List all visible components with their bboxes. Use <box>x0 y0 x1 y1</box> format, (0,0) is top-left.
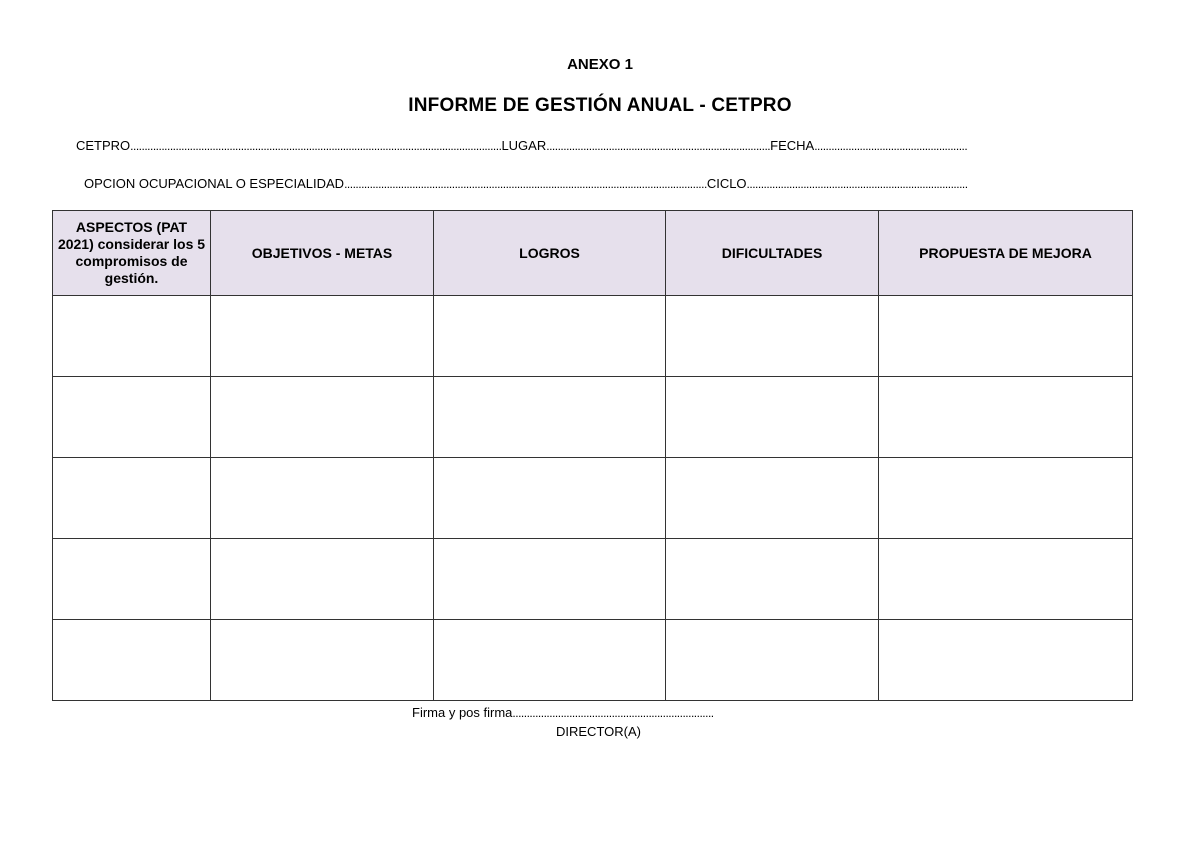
annex-label: ANEXO 1 <box>567 56 633 73</box>
table-cell[interactable] <box>434 458 666 539</box>
table-cell[interactable] <box>666 296 879 377</box>
table-cell[interactable] <box>53 539 211 620</box>
table-cell[interactable] <box>879 458 1133 539</box>
cetpro-blank[interactable]: ................................................................................................................................... <box>130 139 502 153</box>
header-aspectos: ASPECTOS (PAT 2021) considerar los 5 compromisos de gestión. <box>53 211 211 296</box>
table-row <box>53 539 1133 620</box>
especialidad-blank[interactable]: ................................................................................................................................ <box>344 177 707 191</box>
lugar-blank[interactable]: ............................................................................... <box>546 139 771 153</box>
table-cell[interactable] <box>434 296 666 377</box>
table-cell[interactable] <box>879 296 1133 377</box>
table-row <box>53 296 1133 377</box>
table-cell[interactable] <box>211 539 434 620</box>
ciclo-blank[interactable]: .............................................................................. <box>746 177 968 191</box>
header-fields-line-1 <box>76 138 1126 153</box>
signature-line <box>412 705 714 720</box>
table-cell[interactable] <box>666 458 879 539</box>
table-row <box>53 458 1133 539</box>
table-cell[interactable] <box>211 377 434 458</box>
table-row <box>53 620 1133 701</box>
header-dificultades: DIFICULTADES <box>666 211 879 296</box>
table-cell[interactable] <box>434 377 666 458</box>
table-cell[interactable] <box>211 458 434 539</box>
signature-label: Firma y pos firma <box>412 705 513 720</box>
table-cell[interactable] <box>879 620 1133 701</box>
header-fields-line-2 <box>84 176 1118 191</box>
header-logros: LOGROS <box>434 211 666 296</box>
ciclo-label: CICLO <box>706 176 747 191</box>
director-role: DIRECTOR(A) <box>556 724 641 739</box>
header-objetivos-metas: OBJETIVOS - METAS <box>211 211 434 296</box>
table-cell[interactable] <box>434 620 666 701</box>
table-cell[interactable] <box>211 620 434 701</box>
table-cell[interactable] <box>53 377 211 458</box>
table-cell[interactable] <box>53 620 211 701</box>
header-propuesta-de-mejora: PROPUESTA DE MEJORA <box>879 211 1133 296</box>
table-row <box>53 377 1133 458</box>
table-cell[interactable] <box>666 620 879 701</box>
table-cell[interactable] <box>53 458 211 539</box>
lugar-label: LUGAR <box>501 138 547 153</box>
table-cell[interactable] <box>879 377 1133 458</box>
signature-blank[interactable]: ....................................................................... <box>512 706 714 720</box>
table-cell[interactable] <box>211 296 434 377</box>
document-title: INFORME DE GESTIÓN ANUAL - CETPRO <box>408 95 792 116</box>
table-cell[interactable] <box>434 539 666 620</box>
table-cell[interactable] <box>666 377 879 458</box>
table-cell[interactable] <box>666 539 879 620</box>
fecha-label: FECHA <box>770 138 815 153</box>
table-cell[interactable] <box>879 539 1133 620</box>
especialidad-label: OPCION OCUPACIONAL O ESPECIALIDAD <box>84 176 345 191</box>
management-report-table <box>52 210 1133 701</box>
table-cell[interactable] <box>53 296 211 377</box>
fecha-blank[interactable]: ...................................................... <box>814 139 968 153</box>
cetpro-label: CETPRO <box>76 138 131 153</box>
table-header-row <box>53 211 1133 296</box>
